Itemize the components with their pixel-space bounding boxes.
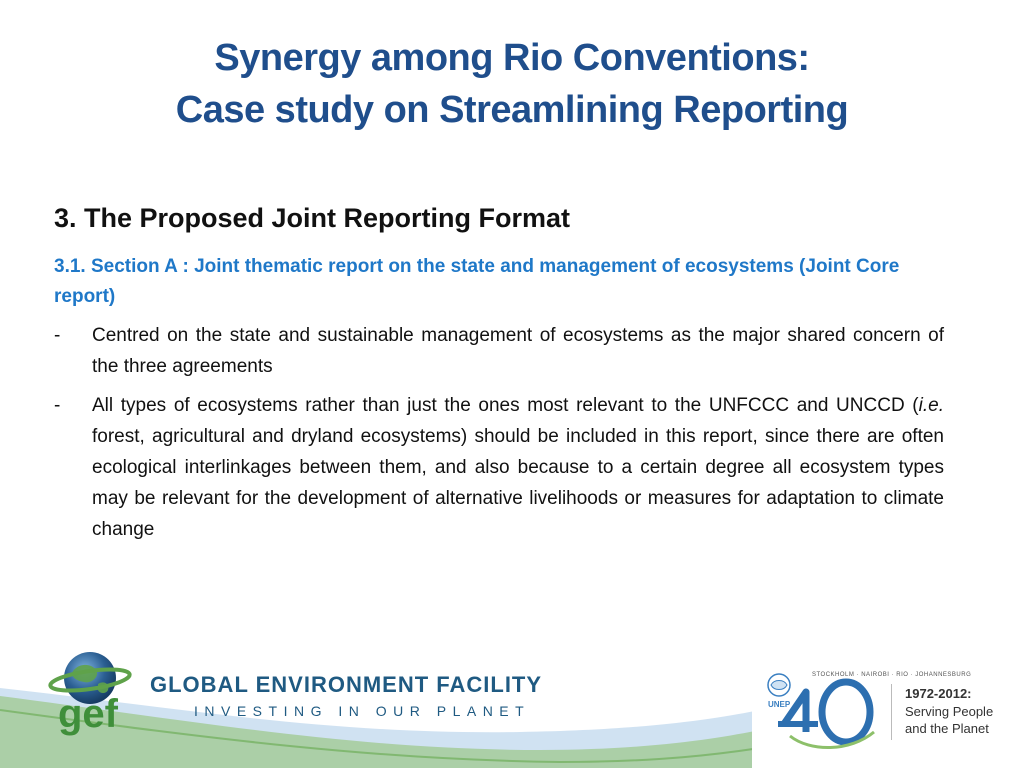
- slide-title: [0, 32, 1024, 136]
- section-subheading: 3.1. Section A : Joint thematic report on the state and management of ecosystems (Joint Core report): [54, 256, 900, 307]
- title-line-1: Synergy among Rio Conventions:: [214, 37, 810, 79]
- unep-label: UNEP: [768, 700, 791, 709]
- bullet-item: [54, 390, 944, 545]
- bullet-text-after: forest, agricultural and dryland ecosystems) should be included in this report, since there are often ecological interlinkages between them, and also because to a certain degree all ecosystem types may be relevant for the development of alternative livelihoods or measures for adaptation to climate change: [92, 426, 944, 540]
- panel-divider: [891, 684, 892, 740]
- bullet-text: Centred on the state and sustainable management of ecosystems as the major shared concern of the three agreements: [92, 325, 944, 377]
- anniversary-40-logo: [770, 672, 890, 756]
- bullet-text-italic: i.e.: [918, 395, 944, 416]
- bullet-dash: -: [54, 395, 61, 416]
- bullet-list: [54, 320, 944, 553]
- section-heading: 3. The Proposed Joint Reporting Format: [54, 203, 571, 233]
- anniversary-line-1: Serving People: [905, 704, 994, 719]
- gef-logo-text: gef: [58, 692, 118, 736]
- bullet-item: [54, 320, 944, 382]
- title-line-2: Case study on Streamlining Reporting: [175, 89, 849, 131]
- bullet-dash: -: [54, 325, 61, 346]
- anniversary-arc-text: STOCKHOLM · NAIROBI · RIO · JOHANNESBURG: [812, 672, 972, 678]
- gef-name: GLOBAL ENVIRONMENT FACILITY: [150, 672, 543, 697]
- anniversary-line-2: and the Planet: [905, 721, 989, 736]
- bullet-text-before: All types of ecosystems rather than just the ones most relevant to the UNFCCC and UNCCD (: [92, 395, 919, 416]
- gef-tagline: INVESTING IN OUR PLANET: [194, 703, 531, 719]
- anniversary-years: 1972-2012:: [905, 686, 972, 701]
